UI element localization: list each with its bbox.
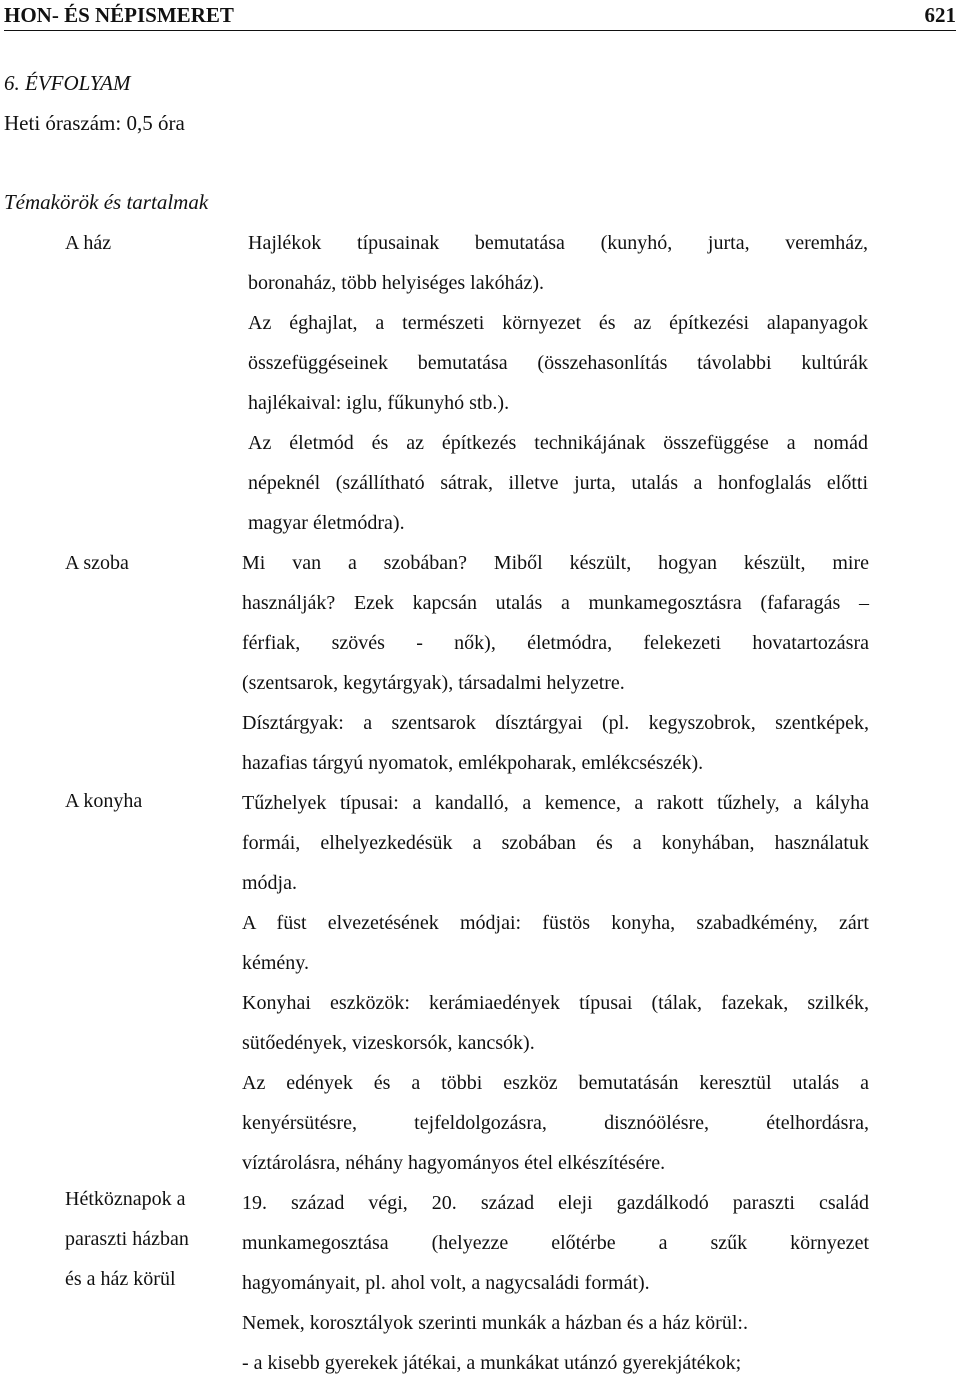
content-line: Hajlékok típusainak bemutatása (kunyhó, jurta, veremház, <box>248 232 868 254</box>
content-line: - a kisebb gyerekek játékai, a munkákat utánzó gyerekjátékok; <box>242 1352 742 1374</box>
content-line: férfiak, szövés - nők), életmódra, felekezeti hovatartozásra <box>242 632 869 654</box>
content-line: sütőedények, vizeskorsók, kancsók). <box>242 1032 535 1054</box>
content-line: formái, elhelyezkedésük a szobában és a konyhában, használatuk <box>242 832 869 854</box>
topic-label-hetkoznapok-2: paraszti házban <box>65 1228 189 1250</box>
topic-label-hetkoznapok-3: és a ház körül <box>65 1268 176 1290</box>
content-line: Konyhai eszközök: kerámiaedények típusai (tálak, fazekak, szilkék, <box>242 992 869 1014</box>
topic-label-konyha: A konyha <box>65 790 143 812</box>
weekly-hours: Heti óraszám: 0,5 óra <box>4 111 185 135</box>
page-header <box>4 0 956 31</box>
content-line: népeknél (szállítható sátrak, illetve jurta, utalás a honfoglalás előtti <box>248 472 868 494</box>
content-line: Nemek, korosztályok szerinti munkák a házban és a ház körül:. <box>242 1312 748 1334</box>
content-line: hazafias tárgyú nyomatok, emlékpoharak, emlékcsészék). <box>242 752 704 774</box>
content-line: Dísztárgyak: a szentsarok dísztárgyai (pl. kegyszobrok, szentképek, <box>242 712 869 734</box>
content-line: Az életmód és az építkezés technikájának összefüggése a nomád <box>248 432 868 454</box>
content-line: Tűzhelyek típusai: a kandalló, a kemence, a rakott tűzhely, a kályha <box>242 792 869 814</box>
content-line: hajlékaival: iglu, fűkunyhó stb.). <box>248 392 510 414</box>
content-line: használják? Ezek kapcsán utalás a munkamegosztásra (fafaragás – <box>242 592 869 614</box>
content-line: kenyérsütésre, tejfeldolgozásra, disznóölésre, ételhordásra, <box>242 1112 869 1134</box>
content-line: víztárolásra, néhány hagyományos étel elkészítésére. <box>242 1152 666 1174</box>
content-line: (szentsarok, kegytárgyak), társadalmi helyzetre. <box>242 672 625 694</box>
content-line: Az edények és a többi eszköz bemutatásán keresztül utalás a <box>242 1072 869 1094</box>
content-line: Az éghajlat, a természeti környezet és az építkezési alapanyagok <box>248 312 868 334</box>
content-line: boronaház, több helyiséges lakóház). <box>248 272 545 294</box>
topic-label-szoba: A szoba <box>65 552 129 574</box>
grade-heading: 6. ÉVFOLYAM <box>4 71 131 95</box>
content-line: kémény. <box>242 952 310 974</box>
topic-content-rest <box>242 543 869 1383</box>
topic-label-hetkoznapok-1: Hétköznapok a <box>65 1188 186 1210</box>
content-line: A füst elvezetésének módjai: füstös konyha, szabadkémény, zárt <box>242 912 869 934</box>
content-line: Mi van a szobában? Miből készült, hogyan készült, mire <box>242 552 869 574</box>
page-number: 621 <box>924 3 956 27</box>
content-line: magyar életmódra). <box>248 512 405 534</box>
content-line: összefüggéseinek bemutatása (összehasonlítás távolabbi kultúrák <box>248 352 868 374</box>
topic-label-haz: A ház <box>65 232 112 254</box>
content-line: munkamegosztása (helyezze előtérbe a szűk környezet <box>242 1232 869 1254</box>
topic-content-haz <box>248 223 868 543</box>
topics-heading: Témakörök és tartalmak <box>4 190 209 214</box>
header-title: HON- ÉS NÉPISMERET <box>4 3 234 27</box>
content-line: 19. század végi, 20. század eleji gazdálkodó paraszti család <box>242 1192 869 1214</box>
content-line: hagyományait, pl. ahol volt, a nagycsaládi formát). <box>242 1272 650 1294</box>
content-line: módja. <box>242 872 297 894</box>
